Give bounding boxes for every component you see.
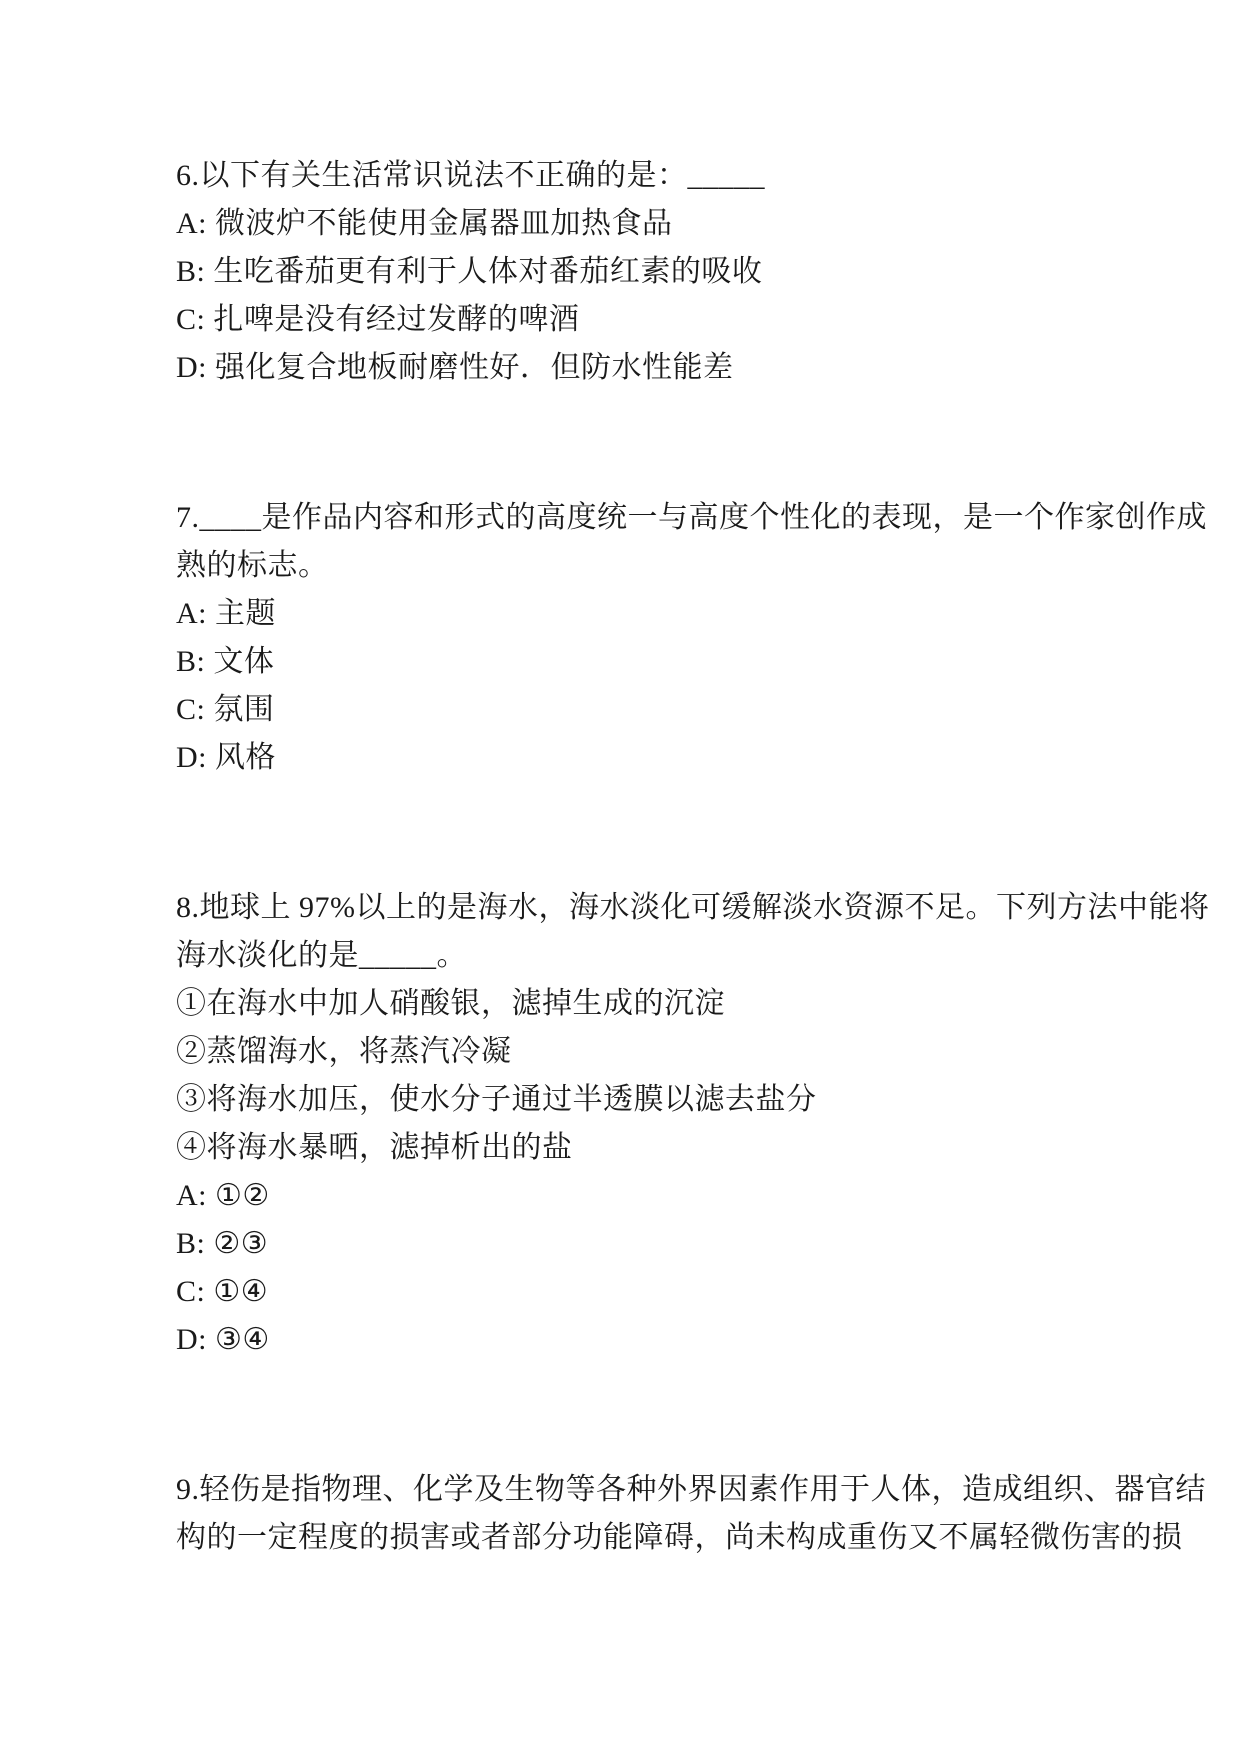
question-block-6 — [176, 152, 1184, 392]
question-option-line: A: 微波炉不能使用金属器皿加热食品 — [176, 207, 673, 240]
question-stem-line: 9.轻伤是指物理、化学及生物等各种外界因素作用于人体，造成组织、器官结 — [176, 1473, 1206, 1506]
question-block-7 — [176, 494, 1207, 782]
question-option-line: D: 强化复合地板耐磨性好．但防水性能差 — [176, 351, 734, 384]
question-stem-line: 海水淡化的是_____。 — [176, 939, 467, 972]
question-stem-line: 构的一定程度的损害或者部分功能障碍，尚未构成重伤又不属轻微伤害的损 — [176, 1521, 1183, 1554]
question-item-line: ②蒸馏海水，将蒸汽冷凝 — [176, 1035, 512, 1068]
question-block-9 — [176, 1466, 1206, 1562]
question-item-line: ①在海水中加人硝酸银，滤掉生成的沉淀 — [176, 987, 725, 1020]
question-option-line: C: 扎啤是没有经过发酵的啤酒 — [176, 303, 580, 336]
question-item-line: ④将海水暴晒，滤掉析出的盐 — [176, 1131, 573, 1164]
question-stem-line: 熟的标志。 — [176, 549, 329, 582]
question-option-line: D: 风格 — [176, 741, 276, 774]
question-option-line: D: ③④ — [176, 1323, 270, 1356]
question-option-line: C: 氛围 — [176, 693, 275, 726]
question-item-line: ③将海水加压，使水分子通过半透膜以滤去盐分 — [176, 1083, 817, 1116]
question-block-8 — [176, 884, 1210, 1364]
question-option-line: C: ①④ — [176, 1275, 269, 1308]
question-stem-line: 6.以下有关生活常识说法不正确的是：_____ — [176, 159, 765, 192]
question-option-line: B: 文体 — [176, 645, 275, 678]
question-option-line: A: 主题 — [176, 597, 276, 630]
question-option-line: A: ①② — [176, 1179, 270, 1212]
question-option-line: B: ②③ — [176, 1227, 269, 1260]
question-stem-line: 7.____是作品内容和形式的高度统一与高度个性化的表现，是一个作家创作成 — [176, 501, 1207, 534]
question-stem-line: 8.地球上 97%以上的是海水，海水淡化可缓解淡水资源不足。下列方法中能将 — [176, 891, 1210, 924]
question-option-line: B: 生吃番茄更有利于人体对番茄红素的吸收 — [176, 255, 763, 288]
